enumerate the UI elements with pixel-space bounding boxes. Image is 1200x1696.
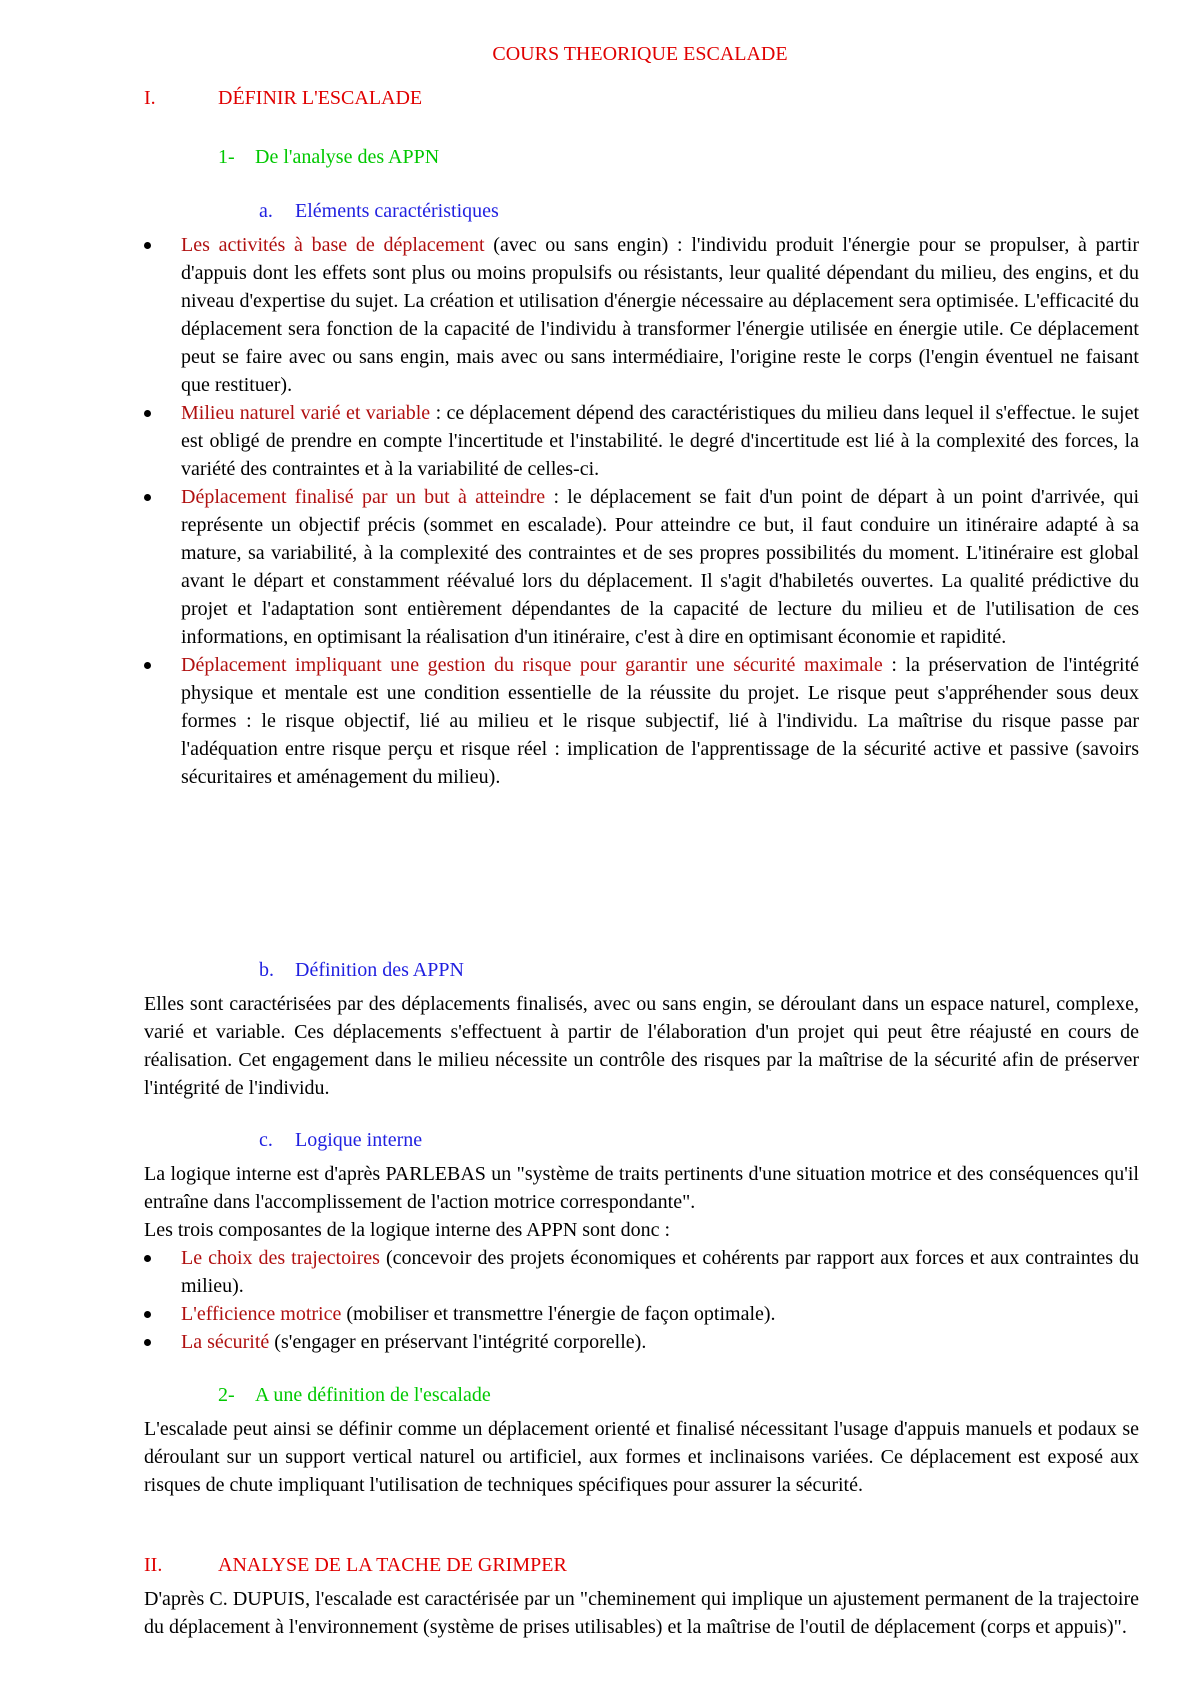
list-item-term: Le choix des trajectoires xyxy=(181,1247,380,1269)
list-item xyxy=(144,1244,1139,1300)
list-item xyxy=(144,651,1139,791)
list-item-text: (s'engager en préservant l'intégrité corporelle). xyxy=(269,1331,647,1353)
subsection-b-number: b. xyxy=(259,959,274,981)
section-1-number: I. xyxy=(144,87,156,109)
list-item-text: (concevoir des projets économiques et cohérents par rapport aux forces et aux contraintes du milieu). xyxy=(181,1247,1140,1297)
subsection-a-title: Eléments caractéristiques xyxy=(295,200,499,222)
subsection-1-number: 1- xyxy=(218,146,235,168)
list-item-term: Milieu naturel varié et variable xyxy=(181,402,431,424)
list-item-text: (avec ou sans engin) : l'individu produit l'énergie pour se propulser, à partir d'appuis dont les effets sont plus ou moins propulsifs ou résistants, leur qualité dépendant du milieu, des engins, et du niveau d'expertise du sujet. La création et utilisation d'énergie nécessaire au déplacement sera optimisée. L'efficacité du déplacement sera fonction de la capacité de l'individu à transformer l'énergie utilisée en énergie utile. Ce déplacement peut se faire avec ou sans engin, mais avec ou sans intermédiaire, l'origine reste le corps (l'engin éventuel ne faisant que restituer). xyxy=(181,234,1139,396)
characteristics-list xyxy=(144,231,1139,791)
subsection-2-number: 2- xyxy=(218,1384,235,1406)
list-item xyxy=(144,1300,1139,1328)
list-item-term: Les activités à base de déplacement xyxy=(181,234,485,256)
list-item-text: : ce déplacement dépend des caractéristiques du milieu dans lequel il s'effectue. le sujet est obligé de prendre en compte l'incertitude et l'instabilité. le degré d'incertitude est lié à la complexité des forces, la variété des contraintes et à la variabilité de celles-ci. xyxy=(181,402,1140,480)
list-item xyxy=(144,231,1139,399)
subsection-2-title: A une définition de l'escalade xyxy=(255,1384,491,1406)
subsection-a-heading xyxy=(259,197,499,225)
subsection-1-title: De l'analyse des APPN xyxy=(255,146,440,168)
subsection-c-number: c. xyxy=(259,1129,273,1151)
task-analysis-paragraph: D'après C. DUPUIS, l'escalade est caractérisée par un "cheminement qui implique un ajustement permanent de la trajectoire du déplacement à l'environnement (système de prises utilisables) et la maîtrise de l'outil de déplacement (corps et appuis)". xyxy=(144,1588,1139,1638)
task-analysis-block xyxy=(144,1585,1139,1641)
subsection-c-title: Logique interne xyxy=(295,1129,423,1151)
section-1-heading xyxy=(144,84,422,112)
subsection-a-number: a. xyxy=(259,200,273,222)
bullet-icon xyxy=(144,494,151,501)
internal-logic-intro: Les trois composantes de la logique interne des APPN sont donc : xyxy=(144,1219,671,1241)
bullet-icon xyxy=(144,1255,151,1262)
list-item xyxy=(144,483,1139,651)
document-title: COURS THEORIQUE ESCALADE xyxy=(492,43,788,65)
climbing-definition-block xyxy=(144,1415,1139,1499)
internal-logic-list xyxy=(144,1244,1139,1356)
list-item xyxy=(144,399,1139,483)
bullet-icon xyxy=(144,1311,151,1318)
list-item-text: : le déplacement se fait d'un point de départ à un point d'arrivée, qui représente un objectif précis (sommet en escalade). Pour atteindre ce but, il faut conduire un itinéraire adapté à sa mature, sa variabilité, à la complexité des contraintes et de ses propres possibilités du moment. L'itinéraire est global avant le départ et constamment réévalué lors du déplacement. Il s'agit d'habiletés ouvertes. La qualité prédictive du projet et l'adaptation sont entièrement dépendantes de la capacité de lecture du milieu et de l'utilisation de ces informations, en optimisant la réalisation d'un itinéraire, c'est à dire en optimisant économie et rapidité. xyxy=(181,486,1140,648)
list-item xyxy=(144,1328,1139,1356)
subsection-2-heading xyxy=(218,1381,491,1409)
section-2-title: ANALYSE DE LA TACHE DE GRIMPER xyxy=(218,1554,567,1576)
section-2-number: II. xyxy=(144,1554,163,1576)
climbing-definition-paragraph: L'escalade peut ainsi se définir comme un déplacement orienté et finalisé nécessitant l'usage d'appuis manuels et podaux se déroulant sur un support vertical naturel ou artificiel, aux formes et inclinaisons variées. Ce déplacement est exposé aux risques de chute impliquant l'utilisation de techniques spécifiques pour assurer la sécurité. xyxy=(144,1418,1139,1496)
subsection-c-heading xyxy=(259,1126,422,1154)
list-item-text: : la préservation de l'intégrité physique et mentale est une condition essentielle de la réussite du projet. Le risque peut s'appréhender sous deux formes : le risque objectif, lié au milieu et le risque subjectif, lié à l'individu. La maîtrise du risque passe par l'adéquation entre risque perçu et risque réel : implication de l'apprentissage de la sécurité active et passive (savoirs sécuritaires et aménagement du milieu). xyxy=(181,654,1140,788)
appn-definition-paragraph: Elles sont caractérisées par des déplacements finalisés, avec ou sans engin, se déroulant dans un espace naturel, complexe, varié et variable. Ces déplacements s'effectuent à partir de l'élaboration d'un projet qui peut être réajusté en cours de réalisation. Cet engagement dans le milieu nécessite un contrôle des risques par la maîtrise de la sécurité afin de préserver l'intégrité de l'individu. xyxy=(144,993,1139,1099)
internal-logic-block xyxy=(144,1160,1139,1356)
section-1-title: DÉFINIR L'ESCALADE xyxy=(218,87,423,109)
internal-logic-paragraph: La logique interne est d'après PARLEBAS un "système de traits pertinents d'une situation motrice et des conséquences qu'il entraîne dans l'accomplissement de l'action motrice correspondante". xyxy=(144,1163,1139,1213)
bullet-icon xyxy=(144,662,151,669)
list-item-term: Déplacement impliquant une gestion du risque pour garantir une sécurité maximale xyxy=(181,654,883,676)
section-2-heading xyxy=(144,1551,567,1579)
appn-definition-block xyxy=(144,990,1139,1102)
characteristics-list-block xyxy=(144,231,1139,791)
bullet-icon xyxy=(144,242,151,249)
list-item-term: L'efficience motrice xyxy=(181,1303,342,1325)
list-item-term: Déplacement finalisé par un but à atteindre xyxy=(181,486,546,508)
bullet-icon xyxy=(144,1339,151,1346)
subsection-b-heading xyxy=(259,956,464,984)
list-item-text: (mobiliser et transmettre l'énergie de façon optimale). xyxy=(341,1303,776,1325)
subsection-1-heading xyxy=(218,143,439,171)
subsection-b-title: Définition des APPN xyxy=(295,959,464,981)
list-item-term: La sécurité xyxy=(181,1331,270,1353)
bullet-icon xyxy=(144,410,151,417)
